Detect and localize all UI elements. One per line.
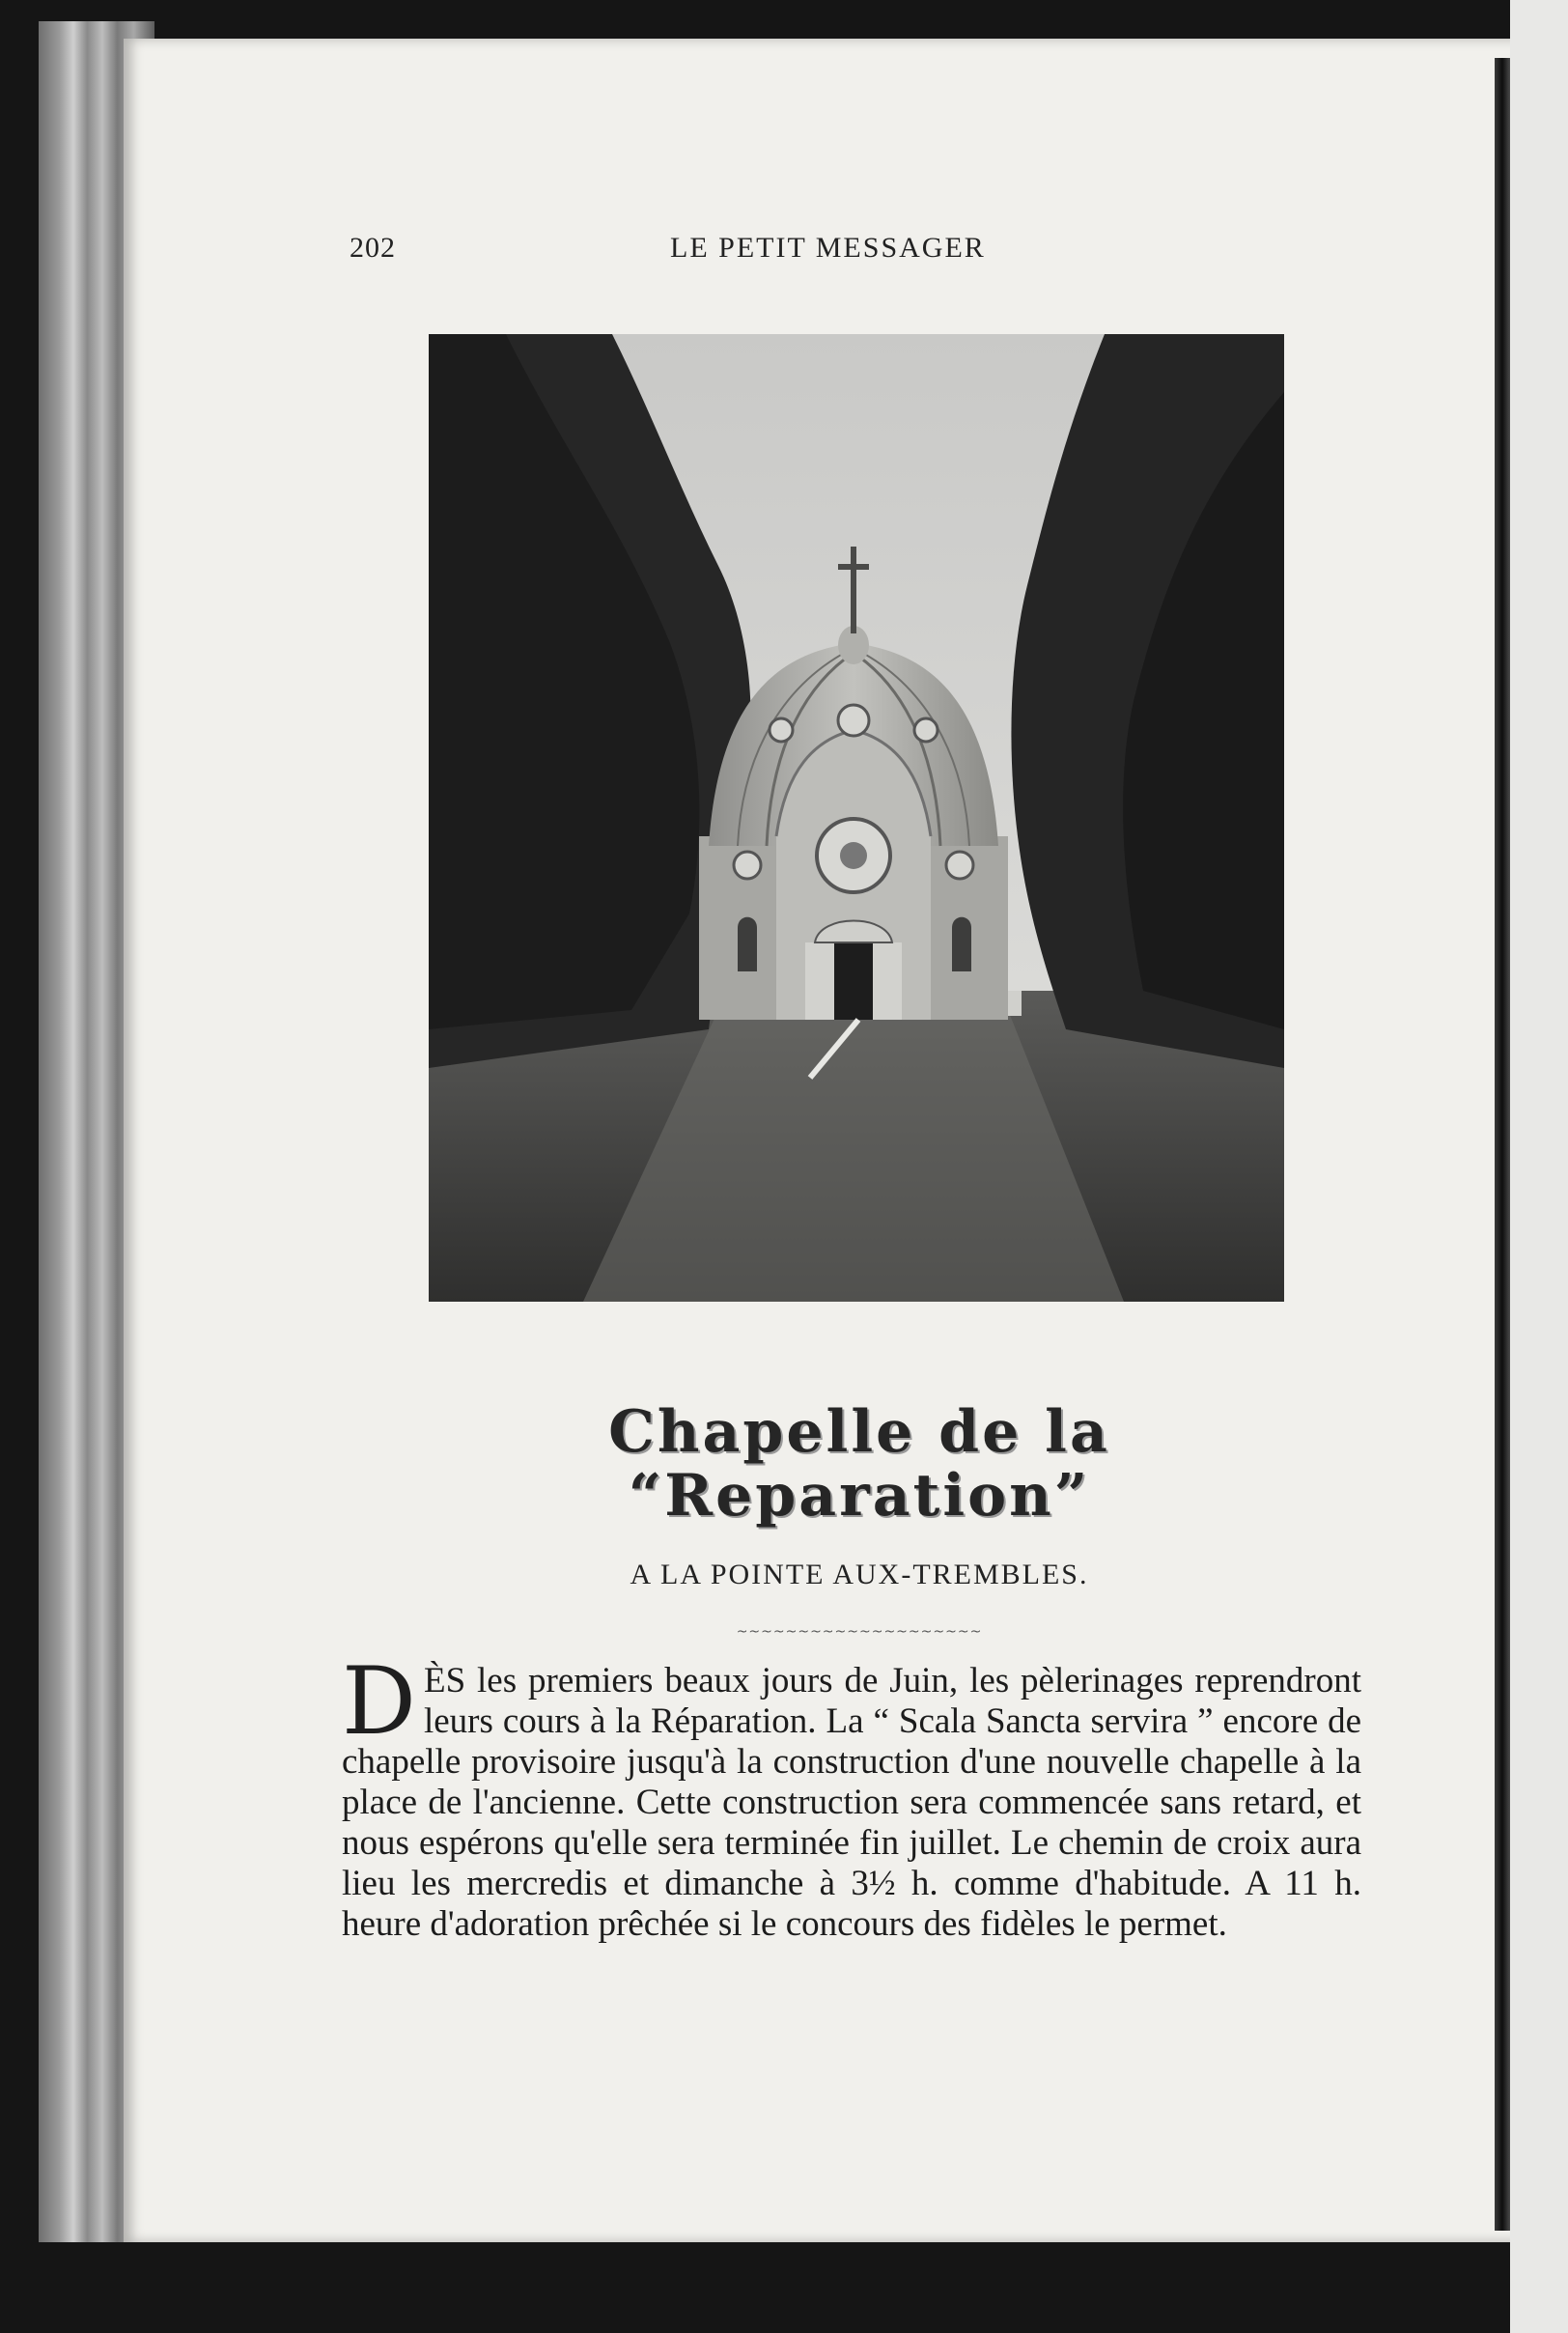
drop-cap: D: [342, 1647, 416, 1756]
journal-title: LE PETIT MESSAGER: [670, 232, 986, 264]
page-number: 202: [350, 232, 396, 264]
article-paragraph: ÈS les premiers beaux jours de Juin, les pèlerinages reprendront leurs cours à la Réparation. La “ Scala Sancta servira ” encore de chapelle provisoire jusqu'à la construction d'une nouvelle chapelle à la place de l'ancienne. Cette construction sera commencée sans retard, et nous espérons qu'elle sera terminée fin juillet. Le chemin de croix aura lieu les mercredis et dimanche à 3½ h. comme d'habitude. A 11 h. heure d'adoration prêchée si le concours des fidèles le permet.: [342, 1661, 1361, 1944]
article-subtitle: A LA POINTE AUX-TREMBLES.: [630, 1559, 1089, 1590]
article-heading: [367, 1400, 1352, 1640]
facing-page-strip: [1510, 0, 1568, 2333]
chapel-photo-illustration: [429, 334, 1284, 1302]
article-body: [342, 1647, 1361, 1945]
running-head: [350, 232, 1045, 270]
book-fold: [1495, 58, 1510, 2231]
ornamental-divider: ~~~~~~~~~~~~~~~~~~~~: [736, 1624, 983, 1640]
chapel-photo: [429, 334, 1284, 1302]
article-title: Chapelle de la “Reparation”: [608, 1398, 1110, 1530]
